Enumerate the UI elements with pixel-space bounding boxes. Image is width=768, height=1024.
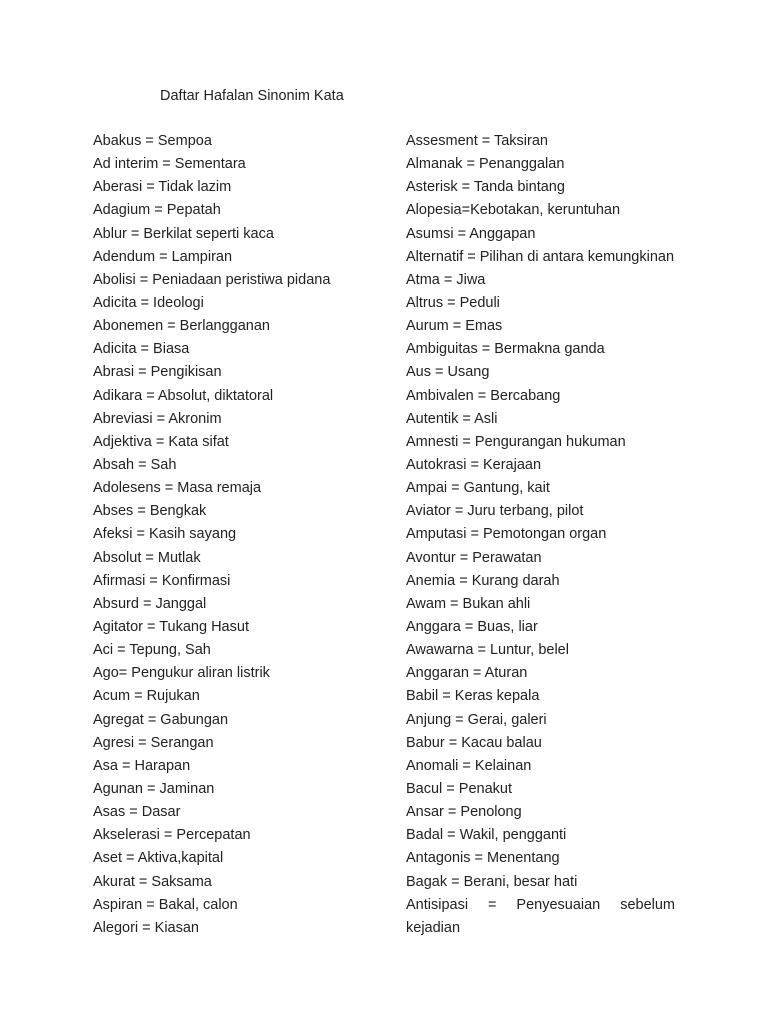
synonym-word: = — [488, 896, 497, 913]
synonym-entry: Adolesens = Masa remaja — [93, 480, 262, 497]
synonym-entry: Atma = Jiwa — [406, 271, 486, 288]
synonym-entry: Altrus = Peduli — [406, 294, 500, 311]
synonym-entry: Aspiran = Bakal, calon — [93, 896, 238, 913]
synonym-entry: Aurum = Emas — [406, 318, 503, 335]
synonym-entry: Abakus = Sempoa — [93, 133, 212, 149]
synonym-entry: Assesment = Taksiran — [406, 133, 548, 149]
synonym-entry: Avontur = Perawatan — [406, 549, 542, 566]
synonym-entry: Adikara = Absolut, diktatoral — [93, 387, 274, 404]
synonym-entry: Aus = Usang — [406, 364, 490, 381]
synonym-entry: Ansar = Penolong — [406, 804, 522, 821]
synonym-entry: Abses = Bengkak — [93, 503, 207, 520]
synonym-entry: Adjektiva = Kata sifat — [93, 433, 229, 450]
synonym-entry: Ablur = Berkilat seperti kaca — [93, 225, 274, 242]
synonym-entry: Amputasi = Pemotongan organ — [406, 526, 607, 543]
synonym-entry: Ampai = Gantung, kait — [406, 480, 550, 497]
synonym-entry: Antagonis = Menentang — [406, 850, 560, 867]
synonym-entry: Alternatif = Pilihan di antara kemungkinan — [406, 248, 675, 265]
synonym-entry: Babil = Keras kepala — [406, 688, 540, 705]
synonym-entry: Aberasi = Tidak lazim — [93, 179, 232, 196]
synonym-entry: Aci = Tepung, Sah — [93, 642, 211, 659]
synonym-entry: Agregat = Gabungan — [93, 711, 229, 728]
synonym-entry: Asa = Harapan — [93, 757, 191, 774]
synonym-entry — [406, 894, 675, 917]
synonym-entry: Absurd = Janggal — [93, 595, 207, 612]
synonym-entry: Badal = Wakil, pengganti — [406, 827, 567, 844]
synonym-entry: Aviator = Juru terbang, pilot — [406, 503, 584, 520]
synonym-entry: Acum = Rujukan — [93, 688, 200, 705]
synonym-entry: Agresi = Serangan — [93, 734, 214, 751]
synonym-entry: Absolut = Mutlak — [93, 549, 201, 566]
synonym-entry: Alopesia=Kebotakan, keruntuhan — [406, 202, 621, 219]
synonym-entry: Alegori = Kiasan — [93, 919, 199, 936]
synonym-entry: Bagak = Berani, besar hati — [406, 873, 578, 890]
synonym-entry: Anomali = Kelainan — [406, 757, 532, 774]
synonym-entry: Abonemen = Berlangganan — [93, 318, 270, 335]
synonym-entry: Adagium = Pepatah — [93, 202, 221, 219]
synonym-entry: Adicita = Ideologi — [93, 294, 204, 311]
synonym-entry: Babur = Kacau balau — [406, 734, 542, 751]
synonym-entry: Ambivalen = Bercabang — [406, 387, 561, 404]
synonym-entry: Adicita = Biasa — [93, 341, 190, 358]
synonym-entry: Abolisi = Peniadaan peristiwa pidana — [93, 271, 331, 288]
synonym-entry: Asterisk = Tanda bintang — [406, 179, 565, 196]
synonym-word: sebelum — [620, 896, 675, 913]
synonym-entry: Amnesti = Pengurangan hukuman — [406, 433, 626, 450]
document-title: Daftar Hafalan Sinonim Kata — [160, 88, 344, 104]
synonym-entry: Ad interim = Sementara — [93, 156, 246, 173]
synonym-entry: Almanak = Penanggalan — [406, 156, 565, 173]
synonym-entry: Absah = Sah — [93, 456, 177, 473]
synonym-entry: Agunan = Jaminan — [93, 780, 215, 797]
synonym-entry: Ambiguitas = Bermakna ganda — [406, 341, 605, 358]
synonym-entry: Anggaran = Aturan — [406, 665, 528, 682]
synonym-entry: Asas = Dasar — [93, 804, 181, 821]
synonym-entry: Afirmasi = Konfirmasi — [93, 572, 231, 589]
synonym-entry-continuation: kejadian — [406, 919, 461, 936]
synonym-entry: Aset = Aktiva,kapital — [93, 850, 224, 867]
synonym-word: Penyesuaian — [516, 896, 601, 913]
synonym-entry: Anggara = Buas, liar — [406, 618, 538, 635]
synonym-entry: Awawarna = Luntur, belel — [406, 642, 569, 659]
synonym-entry: Awam = Bukan ahli — [406, 595, 531, 612]
synonym-entry: Agitator = Tukang Hasut — [93, 618, 249, 635]
synonym-entry: Autentik = Asli — [406, 410, 498, 427]
synonym-word: Antisipasi — [406, 896, 469, 913]
right-synonym-column — [406, 130, 676, 940]
synonym-entry: Abrasi = Pengikisan — [93, 364, 222, 381]
synonym-entry: Ago= Pengukur aliran listrik — [93, 665, 270, 682]
synonym-entry: Asumsi = Anggapan — [406, 225, 536, 242]
synonym-entry: Akselerasi = Percepatan — [93, 827, 251, 844]
synonym-entry: Abreviasi = Akronim — [93, 410, 222, 427]
synonym-entry: Afeksi = Kasih sayang — [93, 526, 237, 543]
synonym-entry: Akurat = Saksama — [93, 873, 212, 890]
synonym-entry: Anjung = Gerai, galeri — [406, 711, 547, 728]
synonym-entry: Anemia = Kurang darah — [406, 572, 560, 589]
synonym-entry: Autokrasi = Kerajaan — [406, 456, 542, 473]
synonym-entry: Bacul = Penakut — [406, 780, 513, 797]
left-synonym-column — [93, 130, 393, 940]
synonym-entry: Adendum = Lampiran — [93, 248, 233, 265]
